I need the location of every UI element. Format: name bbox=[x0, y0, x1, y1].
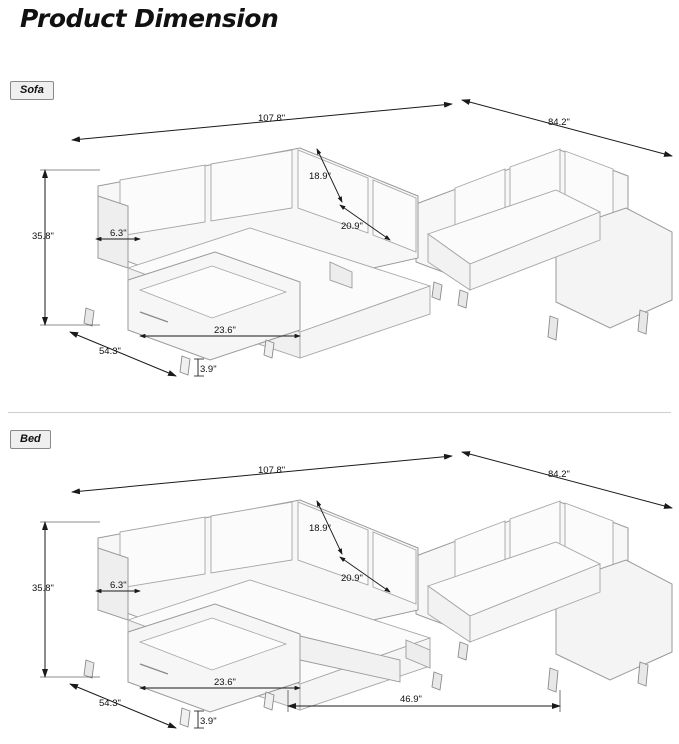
dim-label-bed-arm-width: 6.3" bbox=[110, 580, 127, 591]
section-badge-sofa: Sofa bbox=[10, 81, 54, 100]
dim-label-sofa-leg-height: 3.9" bbox=[200, 364, 217, 375]
dim-label-bed-chaise-depth: 23.6" bbox=[214, 677, 236, 688]
dim-label-sofa-width-top: 107.8" bbox=[258, 113, 286, 124]
dim-label-sofa-height-left: 35.8" bbox=[32, 231, 54, 242]
dim-label-sofa-seat-depth: 20.9" bbox=[341, 221, 363, 232]
dim-label-bed-back-height: 18.9" bbox=[309, 523, 331, 534]
bed-illustration bbox=[40, 452, 672, 728]
dim-label-bed-leg-height: 3.9" bbox=[200, 716, 217, 727]
dim-label-sofa-arm-width: 6.3" bbox=[110, 228, 127, 239]
dim-label-bed-chaise-width: 54.3" bbox=[99, 698, 121, 709]
dim-label-bed-seat-depth: 20.9" bbox=[341, 573, 363, 584]
section-badge-bed: Bed bbox=[10, 430, 51, 449]
dim-label-bed-depth-right: 84.2" bbox=[548, 469, 570, 480]
dim-label-sofa-back-height: 18.9" bbox=[309, 171, 331, 182]
dim-label-sofa-depth-right: 84.2" bbox=[548, 117, 570, 128]
dim-label-sofa-chaise-depth: 23.6" bbox=[214, 325, 236, 336]
dim-label-bed-height-left: 35.8" bbox=[32, 583, 54, 594]
dim-label-sofa-chaise-width: 54.3" bbox=[99, 346, 121, 357]
dim-label-bed-width-top: 107.8" bbox=[258, 465, 286, 476]
page-title: Product Dimension bbox=[20, 4, 279, 33]
sofa-illustration bbox=[40, 100, 672, 376]
dim-label-bed-extension: 46.9" bbox=[400, 694, 422, 705]
